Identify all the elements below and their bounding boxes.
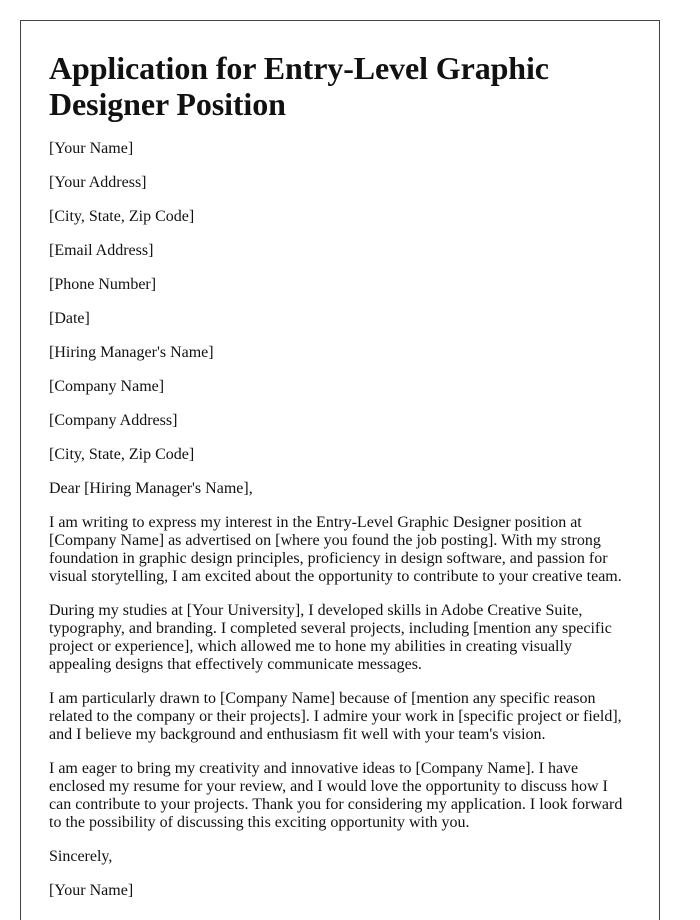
recipient-city-state-zip: [City, State, Zip Code] [49,446,195,463]
letter-page [20,20,660,920]
body-paragraph-3: I am particularly drawn to [Company Name] because of [mention any specific reason related to the company or their projects]. I admire your work in [specific project or field], and I believe my background and enthusiasm fit well with your team's vision. [49,690,622,743]
body-paragraph-2: During my studies at [Your University], I developed skills in Adobe Creative Suite, typography, and branding. I completed several projects, including [mention any specific project or experience], which allowed me to hone my abilities in creating visually appealing designs that effectively communicate messages. [49,602,612,673]
sender-address: [Your Address] [49,174,147,191]
sender-city-state-zip: [City, State, Zip Code] [49,208,195,225]
recipient-address: [Company Address] [49,412,178,429]
body-paragraph-4: I am eager to bring my creativity and innovative ideas to [Company Name]. I have enclosed my resume for your review, and I would love the opportunity to discuss how I can contribute to your projects. Thank you for considering my application. I look forward to the possibility of discussing this exciting opportunity with you. [49,760,623,831]
body-paragraph-1: I am writing to express my interest in the Entry-Level Graphic Designer position at [Company Name] as advertised on [where you found the job posting]. With my strong foundation in graphic design principles, proficiency in design software, and passion for visual storytelling, I am excited about the opportunity to contribute to your creative team. [49,514,622,585]
sender-name: [Your Name] [49,140,134,157]
letter-date: [Date] [49,310,90,327]
closing: Sincerely, [49,848,113,865]
recipient-company: [Company Name] [49,378,165,395]
letter-title: Application for Entry-Level Graphic Designer Position [49,50,549,122]
salutation: Dear [Hiring Manager's Name], [49,480,253,497]
sender-email: [Email Address] [49,242,154,259]
signature-name: [Your Name] [49,882,134,899]
recipient-manager: [Hiring Manager's Name] [49,344,214,361]
sender-phone: [Phone Number] [49,276,157,293]
